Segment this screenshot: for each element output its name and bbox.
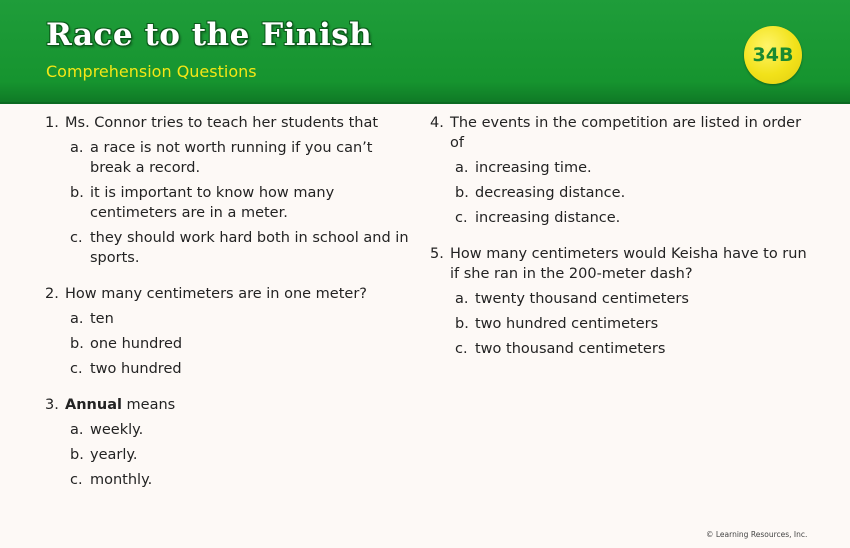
question-text: The events in the competition are listed in order of bbox=[450, 115, 802, 151]
option-letter: a. bbox=[70, 140, 84, 156]
question-number: 1. bbox=[45, 115, 59, 131]
question-1 bbox=[45, 113, 415, 268]
answer-options bbox=[450, 158, 810, 228]
card-header bbox=[0, 0, 850, 104]
option-letter: b. bbox=[455, 316, 469, 332]
answer-options bbox=[450, 289, 810, 359]
option-letter: a. bbox=[455, 160, 469, 176]
right-column bbox=[430, 113, 810, 364]
answer-option[interactable] bbox=[65, 420, 415, 440]
option-text: increasing time. bbox=[475, 160, 592, 176]
option-text: yearly. bbox=[90, 447, 138, 463]
option-letter: c. bbox=[70, 230, 83, 246]
option-letter: c. bbox=[455, 341, 468, 357]
question-text: How many centimeters would Keisha have to run if she ran in the 200-meter dash? bbox=[450, 246, 807, 282]
answer-option[interactable] bbox=[65, 445, 415, 465]
answer-option[interactable] bbox=[65, 334, 415, 354]
option-text: weekly. bbox=[90, 422, 144, 438]
question-text: Ms. Connor tries to teach her students that bbox=[65, 115, 379, 131]
answer-option[interactable] bbox=[450, 158, 810, 178]
option-letter: a. bbox=[70, 422, 84, 438]
answer-option[interactable] bbox=[450, 339, 810, 359]
question-3 bbox=[45, 395, 415, 490]
question-text: How many centimeters are in one meter? bbox=[65, 286, 367, 302]
option-letter: b. bbox=[70, 336, 84, 352]
option-text: two hundred centimeters bbox=[475, 316, 659, 332]
answer-option[interactable] bbox=[450, 289, 810, 309]
copyright-notice: © Learning Resources, Inc. bbox=[706, 530, 808, 539]
question-number: 5. bbox=[430, 246, 444, 262]
answer-option[interactable] bbox=[65, 138, 415, 178]
option-letter: a. bbox=[455, 291, 469, 307]
option-letter: a. bbox=[70, 311, 84, 327]
question-number: 4. bbox=[430, 115, 444, 131]
question-5 bbox=[430, 244, 810, 359]
answer-option[interactable] bbox=[65, 359, 415, 379]
option-letter: c. bbox=[70, 361, 83, 377]
option-letter: b. bbox=[70, 185, 84, 201]
option-text: monthly. bbox=[90, 472, 153, 488]
card-subtitle: Comprehension Questions bbox=[46, 62, 257, 81]
question-text bbox=[65, 395, 415, 415]
card-title: Race to the Finish bbox=[46, 17, 373, 53]
option-text: twenty thousand centimeters bbox=[475, 291, 689, 307]
question-number: 3. bbox=[45, 397, 59, 413]
option-text: one hundred bbox=[90, 336, 183, 352]
answer-option[interactable] bbox=[65, 309, 415, 329]
option-text: they should work hard both in school and in sports. bbox=[90, 230, 409, 266]
answer-option[interactable] bbox=[65, 228, 415, 268]
answer-option[interactable] bbox=[65, 470, 415, 490]
option-letter: c. bbox=[70, 472, 83, 488]
option-letter: b. bbox=[70, 447, 84, 463]
answer-options bbox=[65, 309, 415, 379]
question-4 bbox=[430, 113, 810, 228]
option-text: increasing distance. bbox=[475, 210, 621, 226]
answer-option[interactable] bbox=[450, 208, 810, 228]
option-text: a race is not worth running if you can’t break a record. bbox=[90, 140, 373, 176]
option-text: decreasing distance. bbox=[475, 185, 626, 201]
left-column bbox=[45, 113, 415, 495]
answer-options bbox=[65, 420, 415, 490]
question-2 bbox=[45, 284, 415, 379]
question-text-rest: means bbox=[121, 397, 176, 413]
vocabulary-word: Annual bbox=[65, 397, 122, 413]
card-number-badge: 34B bbox=[744, 26, 802, 84]
option-text: two thousand centimeters bbox=[475, 341, 666, 357]
answer-option[interactable] bbox=[450, 183, 810, 203]
option-text: ten bbox=[90, 311, 114, 327]
answer-options bbox=[65, 138, 415, 268]
option-text: two hundred bbox=[90, 361, 182, 377]
answer-option[interactable] bbox=[450, 314, 810, 334]
question-number: 2. bbox=[45, 286, 59, 302]
option-text: it is important to know how many centimeters are in a meter. bbox=[90, 185, 335, 221]
option-letter: c. bbox=[455, 210, 468, 226]
option-letter: b. bbox=[455, 185, 469, 201]
answer-option[interactable] bbox=[65, 183, 415, 223]
